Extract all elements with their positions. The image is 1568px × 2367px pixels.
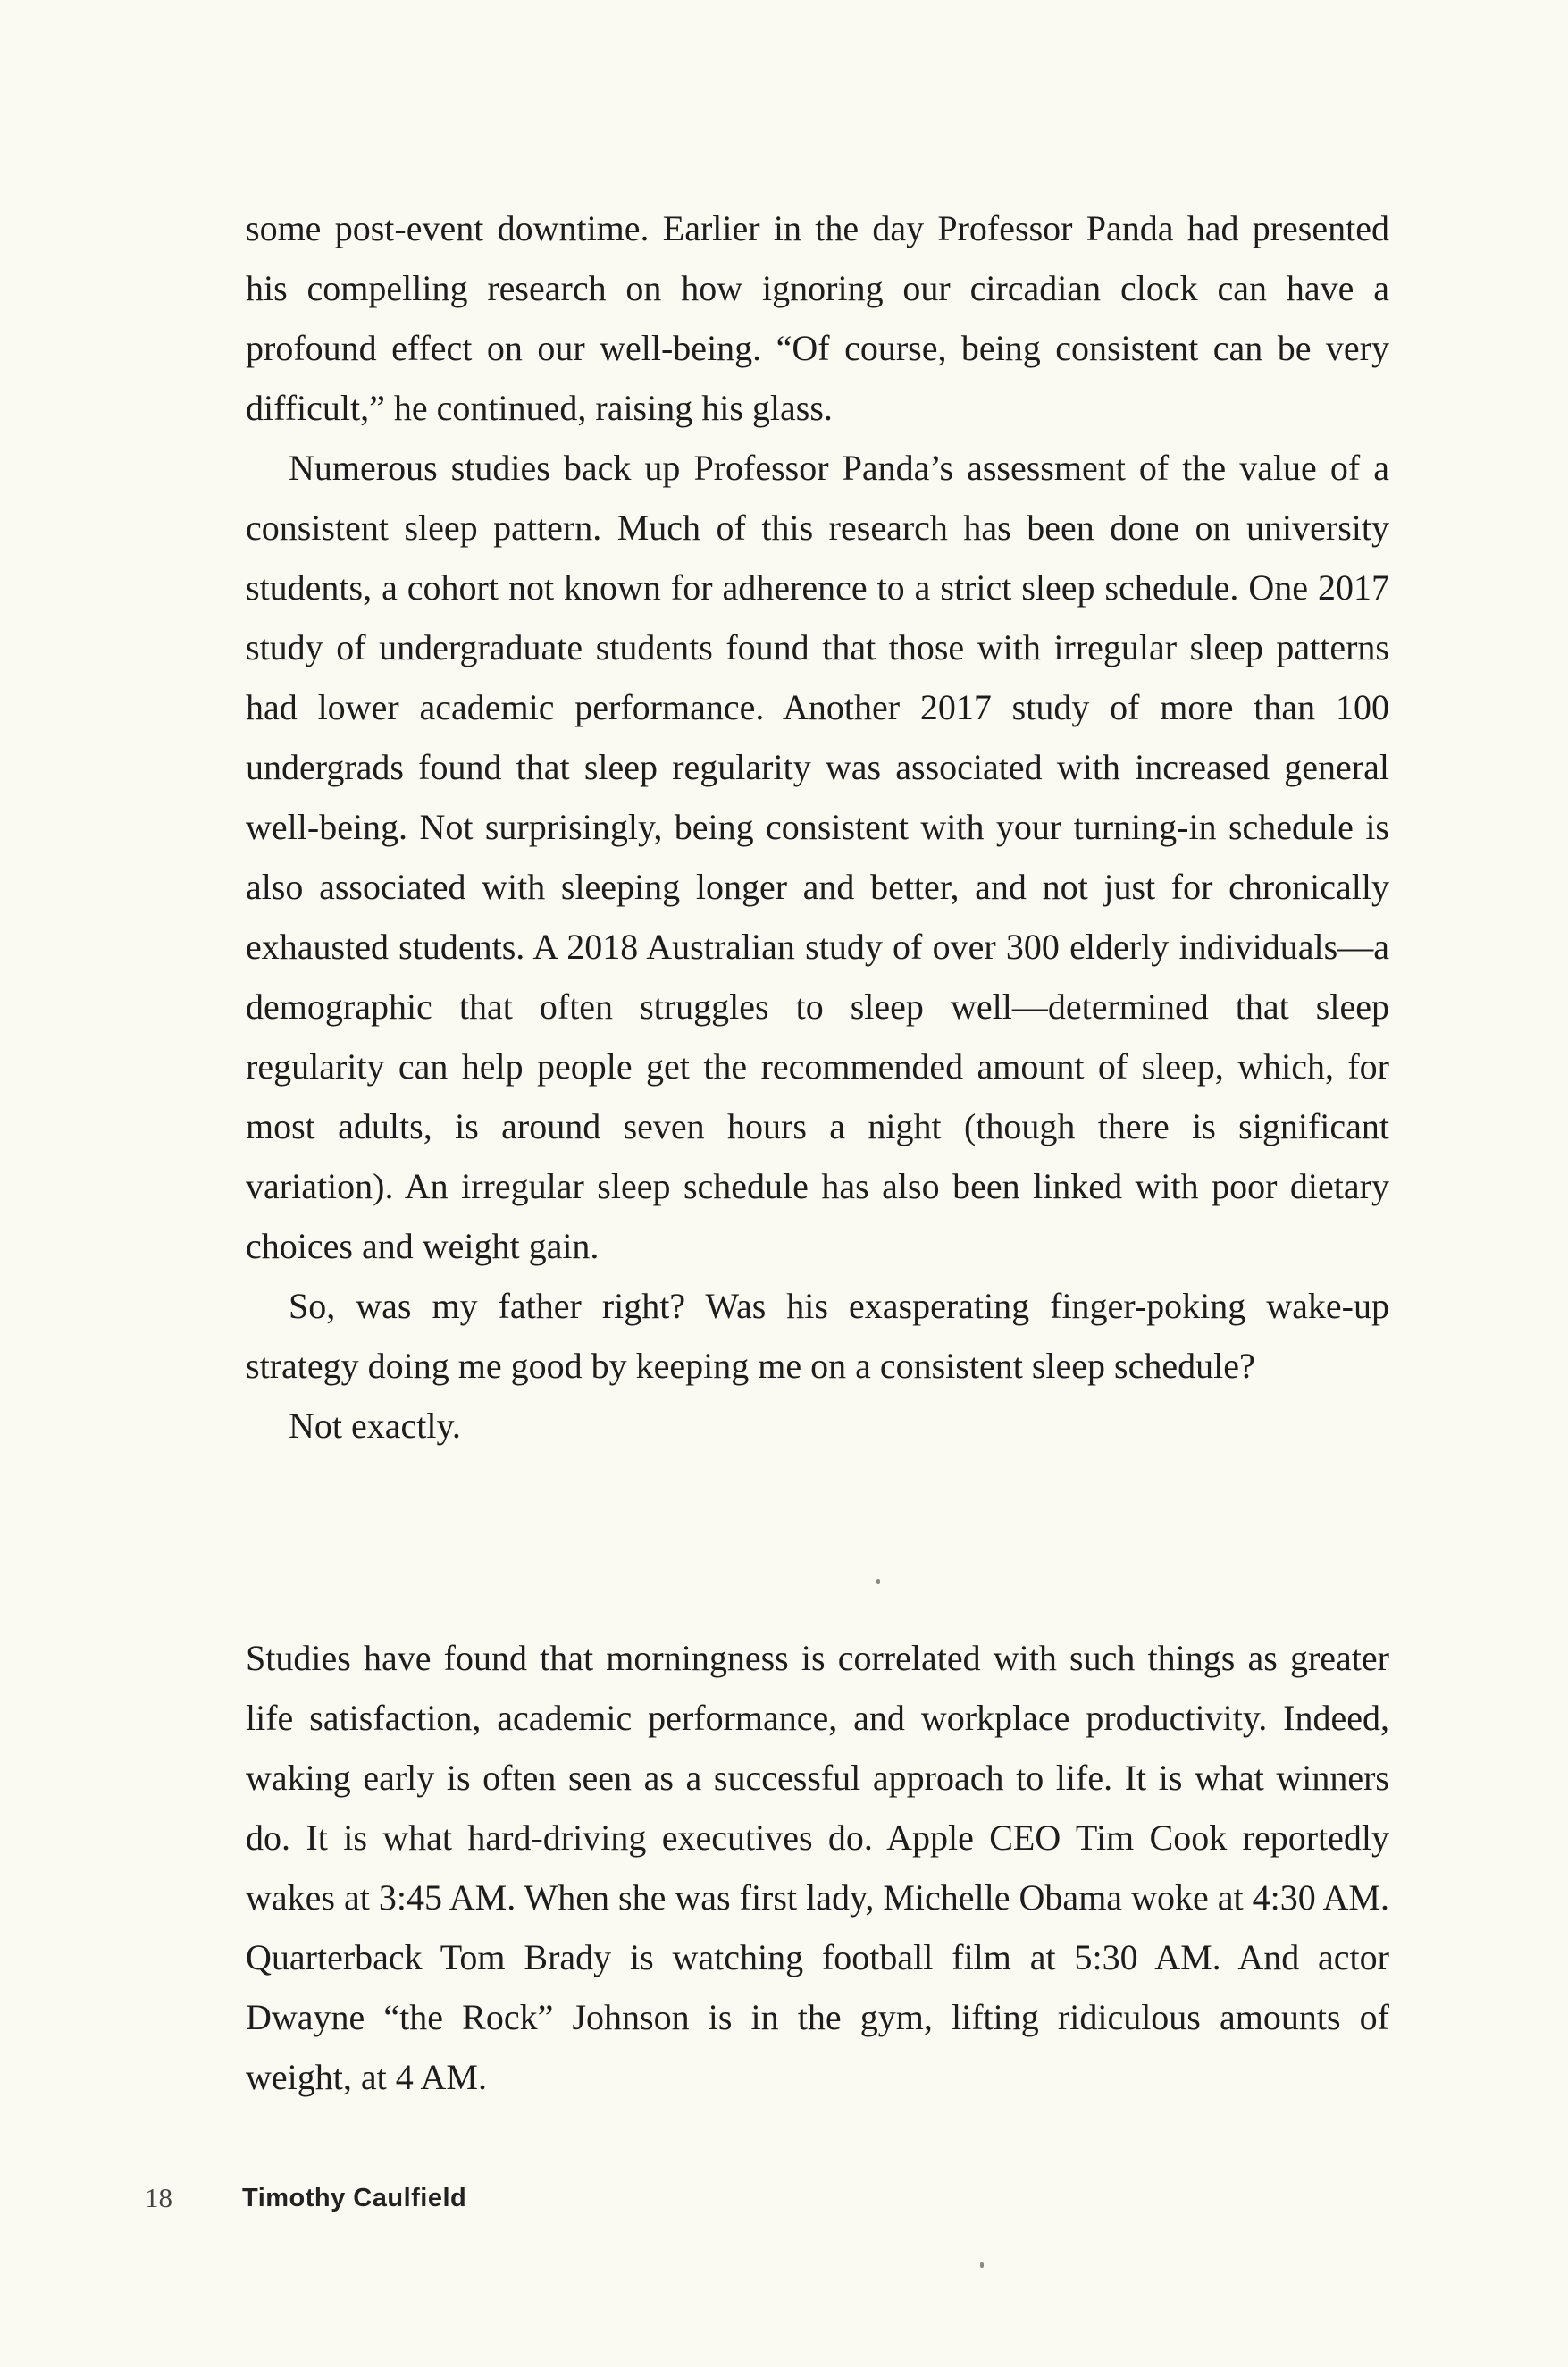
running-head-author: Timothy Caulfield bbox=[242, 2184, 467, 2212]
paper-speck bbox=[876, 1579, 880, 1584]
paragraph-father-question: So, was my father right? Was his exasperating finger-poking wake-up strategy doing me good by keeping me on a consistent sleep schedule? bbox=[246, 1286, 1389, 1386]
paragraph-not-exactly: Not exactly. bbox=[289, 1406, 461, 1446]
paper-speck bbox=[980, 2262, 984, 2268]
page-number: 18 bbox=[145, 2182, 172, 2213]
paragraph-continued: some post-event downtime. Earlier in the day Professor Panda had presented his compelling research on how ignoring our circadian clock can have a profound effect on our well-being. “Of course, being consistent can be very difficult,” he continued, raising his glass. bbox=[246, 208, 1389, 428]
paragraph-morningness: Studies have found that morningness is correlated with such things as greater life satisfaction, academic performance, and workplace productivity. Indeed, waking early is often seen as a successful approach to life. It is what winners do. It is what hard-driving executives do. Apple CEO Tim Cook reportedly wakes at 3:45 AM. When she was first lady, Michelle Obama woke at 4:30 AM. Quarterback Tom Brady is watching football film at 5:30 AM. And actor Dwayne “the Rock” Johnson is in the gym, lifting ridiculous amounts of weight, at 4 AM. bbox=[246, 1638, 1389, 2097]
text-section-morningness bbox=[246, 1628, 1389, 2107]
page-footer bbox=[0, 2182, 1568, 2227]
text-section-main bbox=[246, 198, 1389, 1456]
paragraph-sleep-studies: Numerous studies back up Professor Panda’s assessment of the value of a consistent sleep pattern. Much of this research has been done on university students, a cohort not known for adherence to a strict sleep schedule. One 2017 study of undergraduate students found that those with irregular sleep patterns had lower academic performance. Another 2017 study of more than 100 undergrads found that sleep regularity was associated with increased general well-being. Not surprisingly, being consistent with your turning-in schedule is also associated with sleeping longer and better, and not just for chronically exhausted students. A 2018 Australian study of over 300 elderly individuals—a demographic that often struggles to sleep well—determined that sleep regularity can help people get the recommended amount of sleep, which, for most adults, is around seven hours a night (though there is significant variation). An irregular sleep schedule has also been linked with poor dietary choices and weight gain. bbox=[246, 448, 1389, 1266]
